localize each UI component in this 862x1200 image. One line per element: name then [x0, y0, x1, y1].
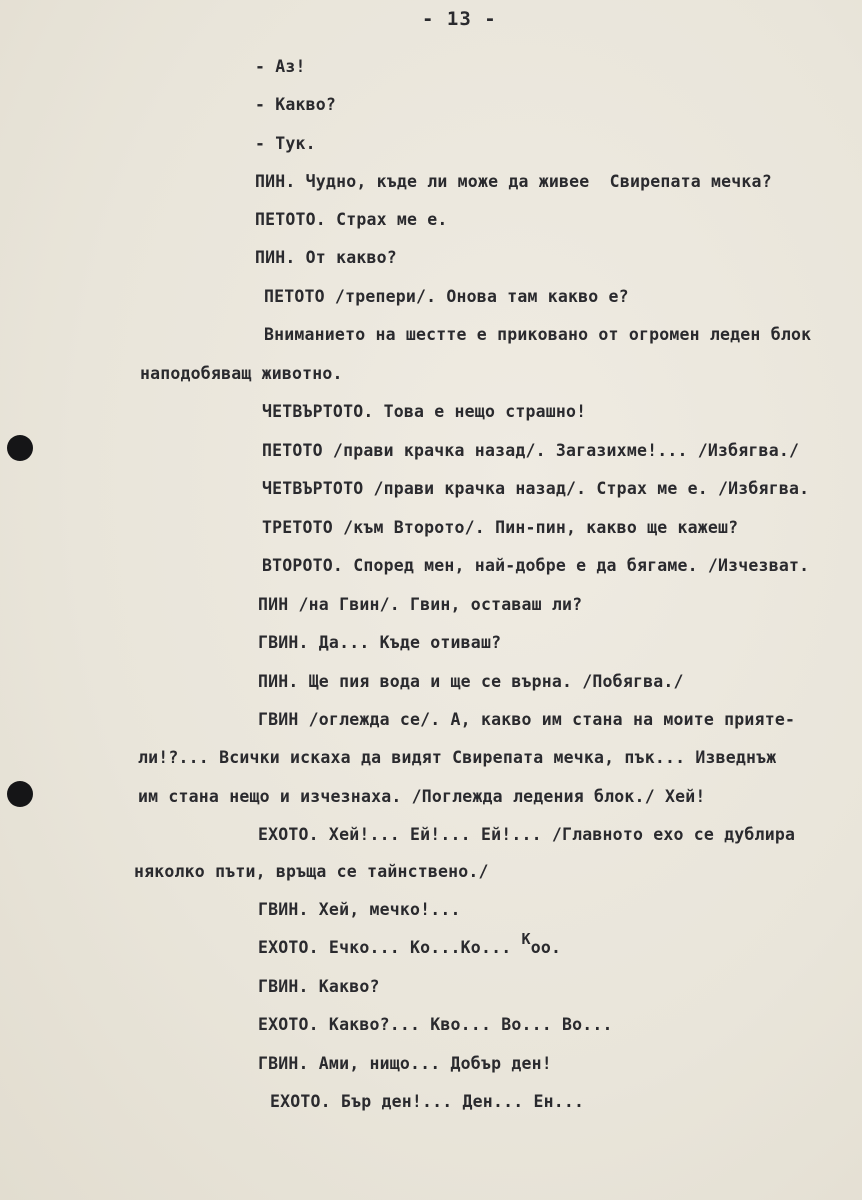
echo-line-tail: оо. — [530, 938, 562, 957]
dialogue-line: - Какво? — [255, 95, 337, 114]
page-number: - 13 - — [422, 8, 497, 30]
dialogue-line: ГВИН. Какво? — [258, 977, 380, 996]
stage-direction-line: наподобяващ животно. — [140, 364, 343, 383]
dialogue-line: ГВИН. Да... Къде отиваш? — [258, 633, 502, 652]
dialogue-line: ГВИН. Ами, нищо... Добър ден! — [258, 1054, 552, 1073]
dialogue-line: ГВИН /оглежда се/. А, какво им стана на моите прияте- — [258, 710, 796, 729]
dialogue-line: ТРЕТОТО /към Второто/. Пин-пин, какво ще кажеш? — [262, 518, 739, 537]
echo-superscript: К — [521, 930, 531, 948]
dialogue-line: ПЕТОТО /прави крачка назад/. Загазихме!... /Избягва./ — [262, 441, 800, 460]
stage-direction-line: Вниманието на шестте е приковано от огромен леден блок — [264, 325, 812, 344]
dialogue-line: ЕХОТО. Какво?... Кво... Во... Во... — [258, 1015, 613, 1034]
dialogue-line: ВТОРОТО. Според мен, най-добре е да бягаме. /Изчезват. — [262, 556, 810, 575]
dialogue-line: ПИН. От какво? — [255, 248, 397, 267]
punch-hole-lower — [7, 781, 33, 807]
dialogue-line: ЧЕТВЪРТОТО. Това е нещо страшно! — [262, 402, 587, 421]
dialogue-line: ПИН. Ще пия вода и ще се върна. /Побягва./ — [258, 672, 684, 691]
dialogue-line: ПЕТОТО /трепери/. Онова там какво е? — [264, 287, 629, 306]
dialogue-line: ли!?... Всички искаха да видят Свирепата мечка, пък... Изведнъж — [138, 748, 777, 767]
dialogue-line — [258, 930, 562, 957]
dialogue-line: ГВИН. Хей, мечко!... — [258, 900, 461, 919]
dialogue-line: ЧЕТВЪРТОТО /прави крачка назад/. Страх ме е. /Избягва. — [262, 479, 810, 498]
dialogue-line: ЕХОТО. Хей!... Ей!... Ей!... /Главното ехо се дублира — [258, 825, 796, 844]
dialogue-line: ПИН. Чудно, къде ли може да живее Свирепата мечка? — [255, 172, 772, 191]
echo-line-text: ЕХОТО. Ечко... Ко...Ко... — [258, 938, 522, 957]
dialogue-line: им стана нещо и изчезнаха. /Поглежда ледения блок./ Хей! — [138, 787, 706, 806]
stage-direction-line: няколко пъти, връща се тайнствено./ — [134, 862, 489, 881]
dialogue-line: ЕХОТО. Бър ден!... Ден... Ен... — [270, 1092, 585, 1111]
dialogue-line: ПИН /на Гвин/. Гвин, оставаш ли? — [258, 595, 583, 614]
dialogue-line: ПЕТОТО. Страх ме е. — [255, 210, 448, 229]
dialogue-line: - Тук. — [255, 134, 316, 153]
dialogue-line: - Аз! — [255, 57, 306, 76]
punch-hole-upper — [7, 435, 33, 461]
